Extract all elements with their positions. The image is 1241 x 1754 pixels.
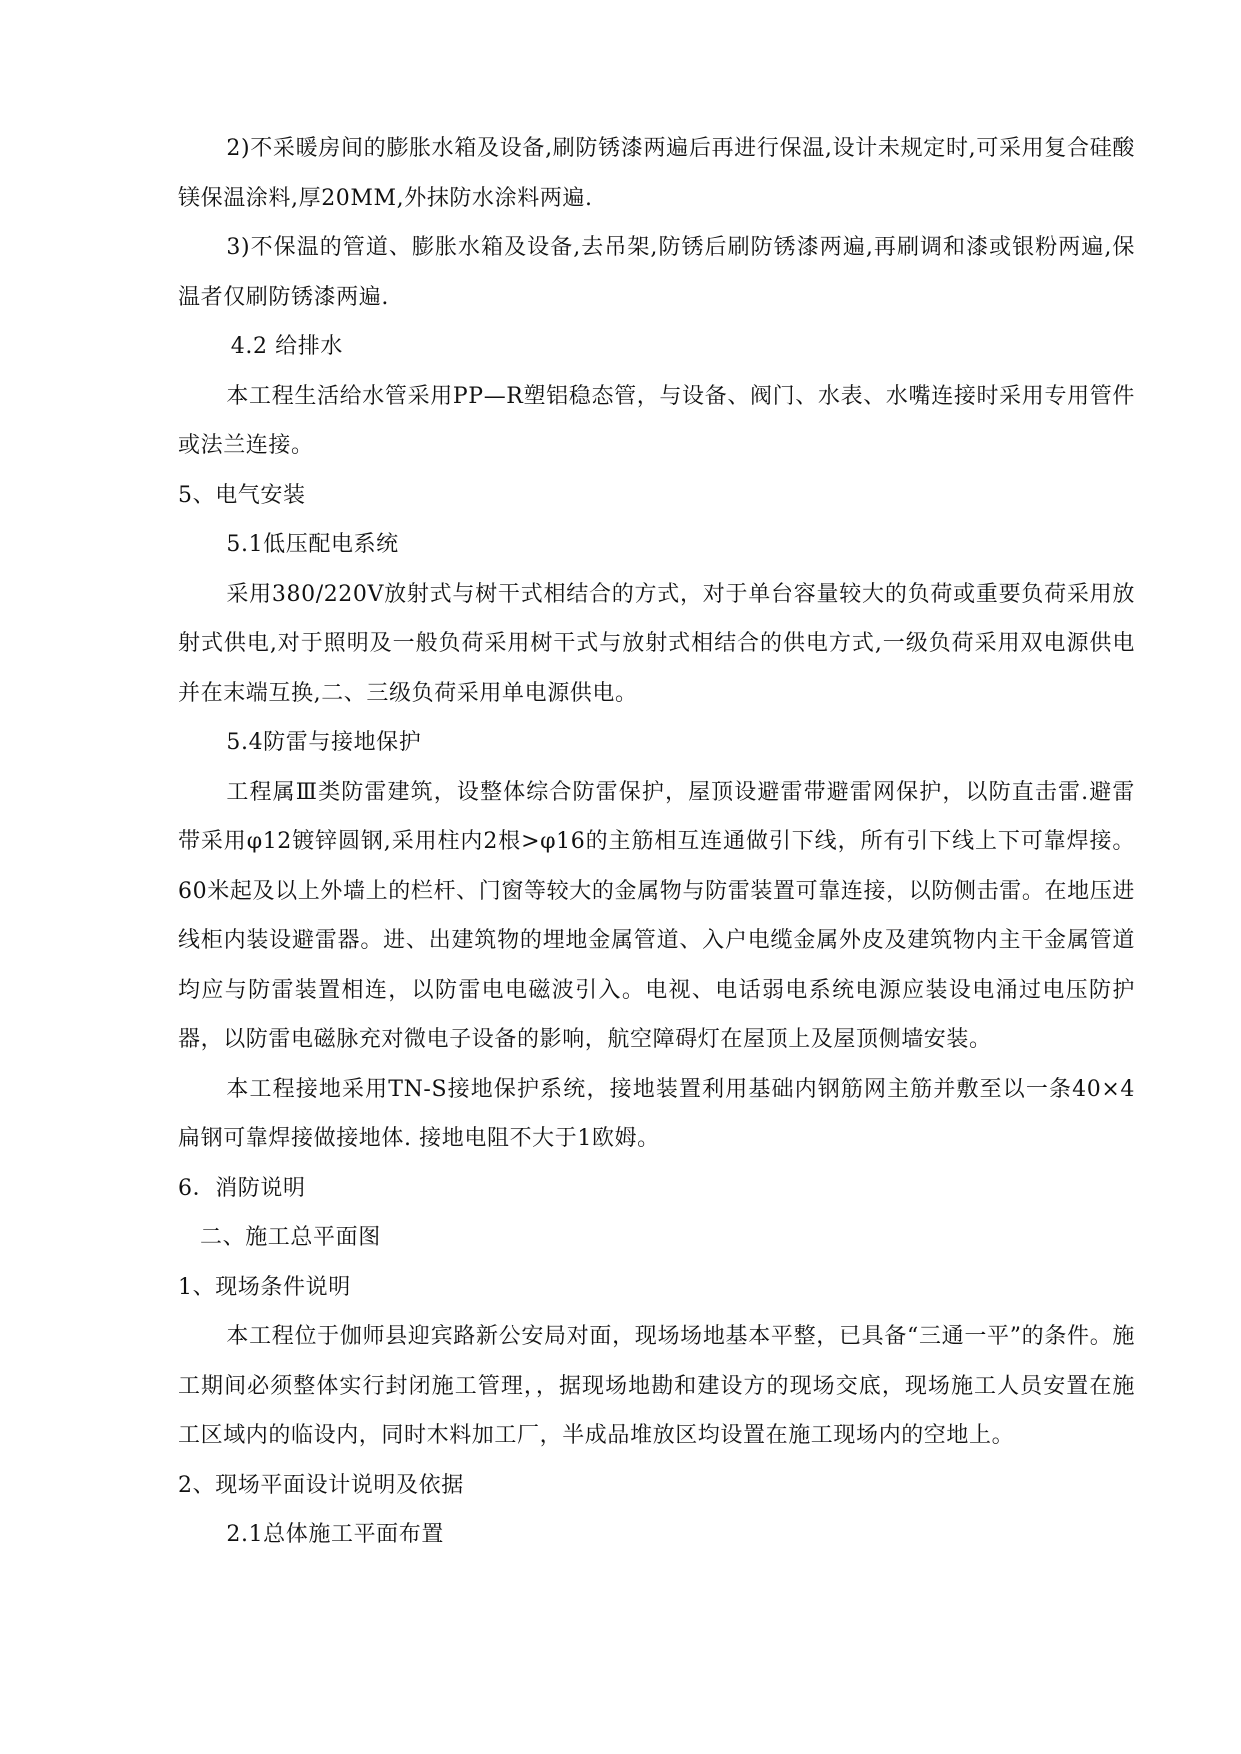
paragraph-site-conditions: 本工程位于伽师县迎宾路新公安局对面，现场场地基本平整，已具备“三通一平”的条件。施工期间必须整体实行封闭施工管理，，据现场地勘和建设方的现场交底，现场施工人员安置在施工区域内的临设内，同时木料加工厂，半成品堆放区均设置在施工现场内的空地上。	[178, 1324, 1135, 1448]
document-body	[178, 124, 1135, 1560]
paragraph-uninsulated-pipes: 3)不保温的管道、膨胀水箱及设备,去吊架,防锈后刷防锈漆两遍,再刷调和漆或银粉两遍,保温者仅刷防锈漆两遍.	[178, 235, 1135, 310]
section-heading-site-design: 2、现场平面设计说明及依据	[178, 1472, 464, 1498]
paragraph-grounding: 本工程接地采用TN-S接地保护系统，接地装置利用基础内钢筋网主筋并敷至以一条40×4扁钢可靠焊接做接地体. 接地电阻不大于1欧姆。	[178, 1076, 1135, 1151]
chapter-heading-site-plan: 二、施工总平面图	[200, 1225, 381, 1250]
paragraph-power-distribution: 采用380/220V放射式与树干式相结合的方式，对于单台容量较大的负荷或重要负荷采用放射式供电,对于照明及一般负荷采用树干式与放射式相结合的供电方式,一级负荷采用双电源供电并在末端互换,二、三级负荷采用单电源供电。	[178, 581, 1135, 706]
section-heading-fire: 6．消防说明	[178, 1175, 306, 1201]
section-heading-electrical: 5、电气安装	[178, 482, 306, 508]
section-heading-overall-layout: 2.1总体施工平面布置	[226, 1522, 444, 1547]
section-heading-lightning: 5.4防雷与接地保护	[226, 730, 422, 755]
section-heading-water-supply: 4.2 给排水	[230, 334, 343, 359]
section-heading-low-voltage: 5.1低压配电系统	[226, 532, 399, 557]
section-heading-site-conditions: 1、现场条件说明	[178, 1274, 351, 1300]
paragraph-lightning-protection: 工程属Ⅲ类防雷建筑，设整体综合防雷保护，屋顶设避雷带避雷网保护，以防直击雷.避雷带采用φ12镀锌圆钢,采用柱内2根>φ16的主筋相互连通做引下线，所有引下线上下可靠焊接。60米起及以上外墙上的栏杆、门窗等较大的金属物与防雷装置可靠连接，以防侧击雷。在地压进线柜内装设避雷器。进、出建筑物的埋地金属管道、入户电缆金属外皮及建筑物内主干金属管道均应与防雷装置相连，以防雷电电磁波引入。电视、电话弱电系统电源应装设电涌过电压防护器，以防雷电磁脉充对微电子设备的影响，航空障碍灯在屋顶上及屋顶侧墙安装。	[178, 779, 1135, 1052]
paragraph-water-pipe: 本工程生活给水管采用PP—R塑铝稳态管，与设备、阀门、水表、水嘴连接时采用专用管件或法兰连接。	[178, 383, 1135, 458]
paragraph-unheated-room-tank: 2)不采暖房间的膨胀水箱及设备,刷防锈漆两遍后再进行保温,设计未规定时,可采用复合硅酸镁保温涂料,厚20MM,外抹防水涂料两遍.	[178, 136, 1135, 211]
